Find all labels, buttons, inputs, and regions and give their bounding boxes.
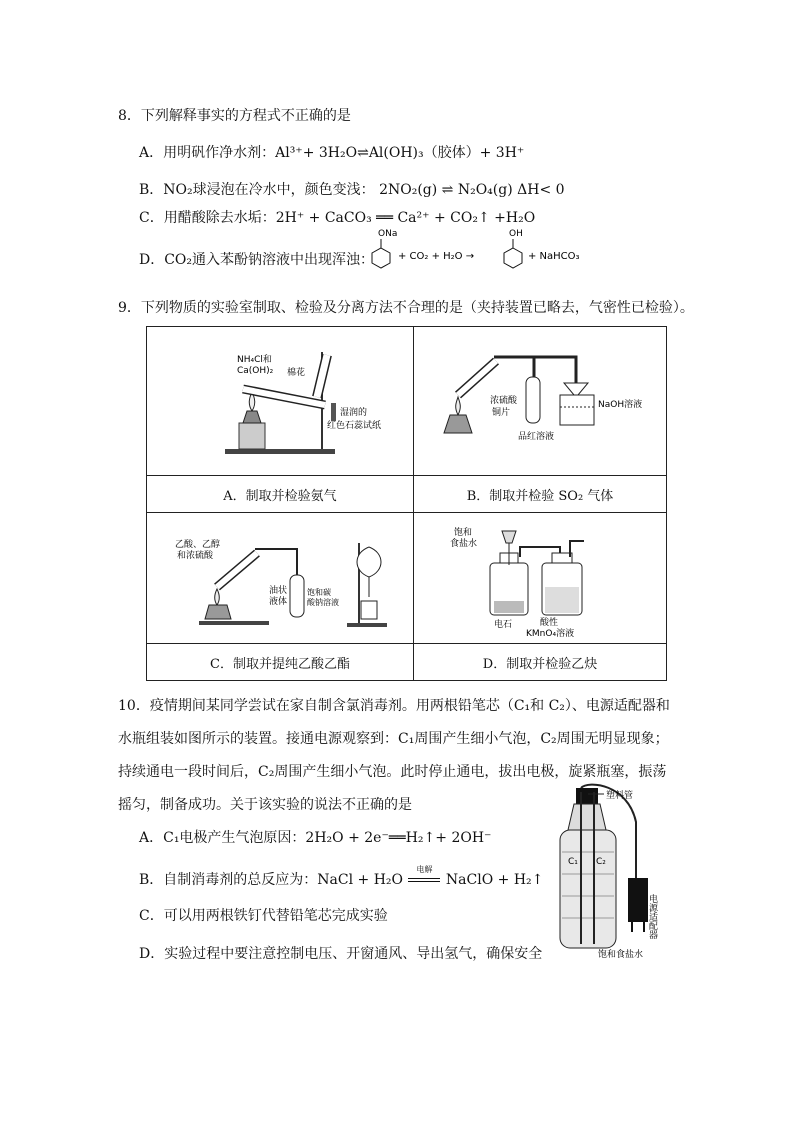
d-mid-text: + CO₂ + H₂O → [398,251,475,262]
label-na2co3: 酸钠溶液 [307,598,339,607]
electrolysis-condition: 电解 [416,865,433,874]
label-liquid: 液体 [269,597,288,607]
label-c2: C₂ [596,857,606,867]
label-nh4cl: NH₄Cl和 [237,355,272,365]
label-calcium-carbide: 电石 [494,620,513,630]
electrolysis-arrow [407,865,441,890]
q8-d-equation-figure [360,226,590,272]
label-c1: C₁ [568,857,578,867]
label-copper: 铜片 [492,408,511,418]
q10-line-3: 持续通电一段时间后，C₂周围产生细小气泡。此时停止通电，拔出电极，旋紧瓶塞，振荡 [118,764,667,780]
oh-label: OH [509,229,523,239]
ona-label: ONa [378,229,398,239]
d-suffix-text: + NaHCO₃ [528,251,580,262]
electrolysis-bottle-figure [548,782,676,962]
label-conc-acid: 和浓硫酸 [177,551,214,561]
q8-stem: 8．下列解释事实的方程式不正确的是 [118,108,351,124]
q10-option-b-post: NaClO + H₂↑ [445,872,544,888]
cell-c-figure [147,513,414,644]
q10-line-4: 摇匀，制备成功。关于该实验的说法不正确的是 [118,797,412,813]
benzene-ring-icon [372,248,390,268]
label-kmno4: KMnO₄溶液 [526,629,575,639]
label-cotton: 棉花 [287,368,306,378]
caption-a: A．制取并检验氨气 [147,476,414,513]
ammonia-apparatus-figure [147,327,413,471]
caption-d: D．制取并检验乙炔 [414,644,667,681]
q10-option-c: C．可以用两根铁钉代替铅笔芯完成实验 [139,908,388,924]
label-oily: 油状 [269,586,288,596]
q10-option-b-pre: B．自制消毒剂的总反应为：NaCl + H₂O [139,872,404,888]
caption-c: C．制取并提纯乙酸乙酯 [147,644,414,681]
q10-option-a: A．C₁电极产生气泡原因：2H₂O + 2e⁻══H₂↑+ 2OH⁻ [139,830,492,846]
benzene-ring-icon [504,248,522,268]
caption-b: B．制取并检验 SO₂ 气体 [414,476,667,513]
q8-option-a: A．用明矾作净水剂：Al³⁺+ 3H₂O⇌Al(OH)₃（胶体）+ 3H⁺ [139,145,525,161]
q8-option-d-prefix: D．CO₂通入苯酚钠溶液中出现浑浊： [139,252,375,268]
so2-apparatus-figure [414,327,666,471]
q9-stem: 9．下列物质的实验室制取、检验及分离方法不合理的是（夹持装置已略去，气密性已检验）。 [118,300,694,316]
q10-option-b [139,865,544,890]
label-caoh2: Ca(OH)₂ [237,366,274,376]
label-plastic-tube: 塑料管 [606,791,634,801]
label-saturated-brine: 饱和食盐水 [598,950,644,960]
label-acid-alcohol: 乙酸、乙醇 [175,540,221,550]
q10-line-1: 10．疫情期间某同学尝试在家自制含氯消毒剂。用两根铅笔芯（C₁和 C₂）、电源适配器和 [118,698,670,714]
label-conc-h2so4: 浓硫酸 [490,396,518,406]
label-power-adapter: 电源适配器 [647,894,657,939]
label-salt-water: 食盐水 [450,539,478,549]
label-saturated-salt: 饱和 [454,528,473,538]
q10-line-2: 水瓶组装如图所示的装置。接通电源观察到：C₁周围产生细小气泡，C₂周围无明显现象； [118,731,669,747]
q8-option-b: B．NO₂球浸泡在冷水中，颜色变浅： 2NO₂(g) ⇌ N₂O₄(g) ΔH< 0 [139,182,565,198]
cell-d-figure [414,513,667,644]
label-litmus-paper: 红色石蕊试纸 [327,421,382,431]
q10-option-d: D．实验过程中要注意控制电压、开窗通风、导出氢气，确保安全 [139,946,543,962]
q9-apparatus-table [146,326,667,681]
label-saturated: 饱和碳 [307,588,331,597]
label-naoh: NaOH溶液 [598,400,643,410]
cell-b-figure [414,327,667,476]
q8-option-c: C．用醋酸除去水垢：2H⁺ + CaCO₃ ══ Ca²⁺ + CO₂↑ +H₂O [139,210,536,226]
label-wet: 湿润的 [340,408,368,418]
label-acidic: 酸性 [540,618,559,628]
cell-a-figure [147,327,414,476]
ester-apparatus-figure [147,513,413,639]
acetylene-apparatus-figure [414,513,666,639]
label-magenta: 品红溶液 [518,432,555,442]
